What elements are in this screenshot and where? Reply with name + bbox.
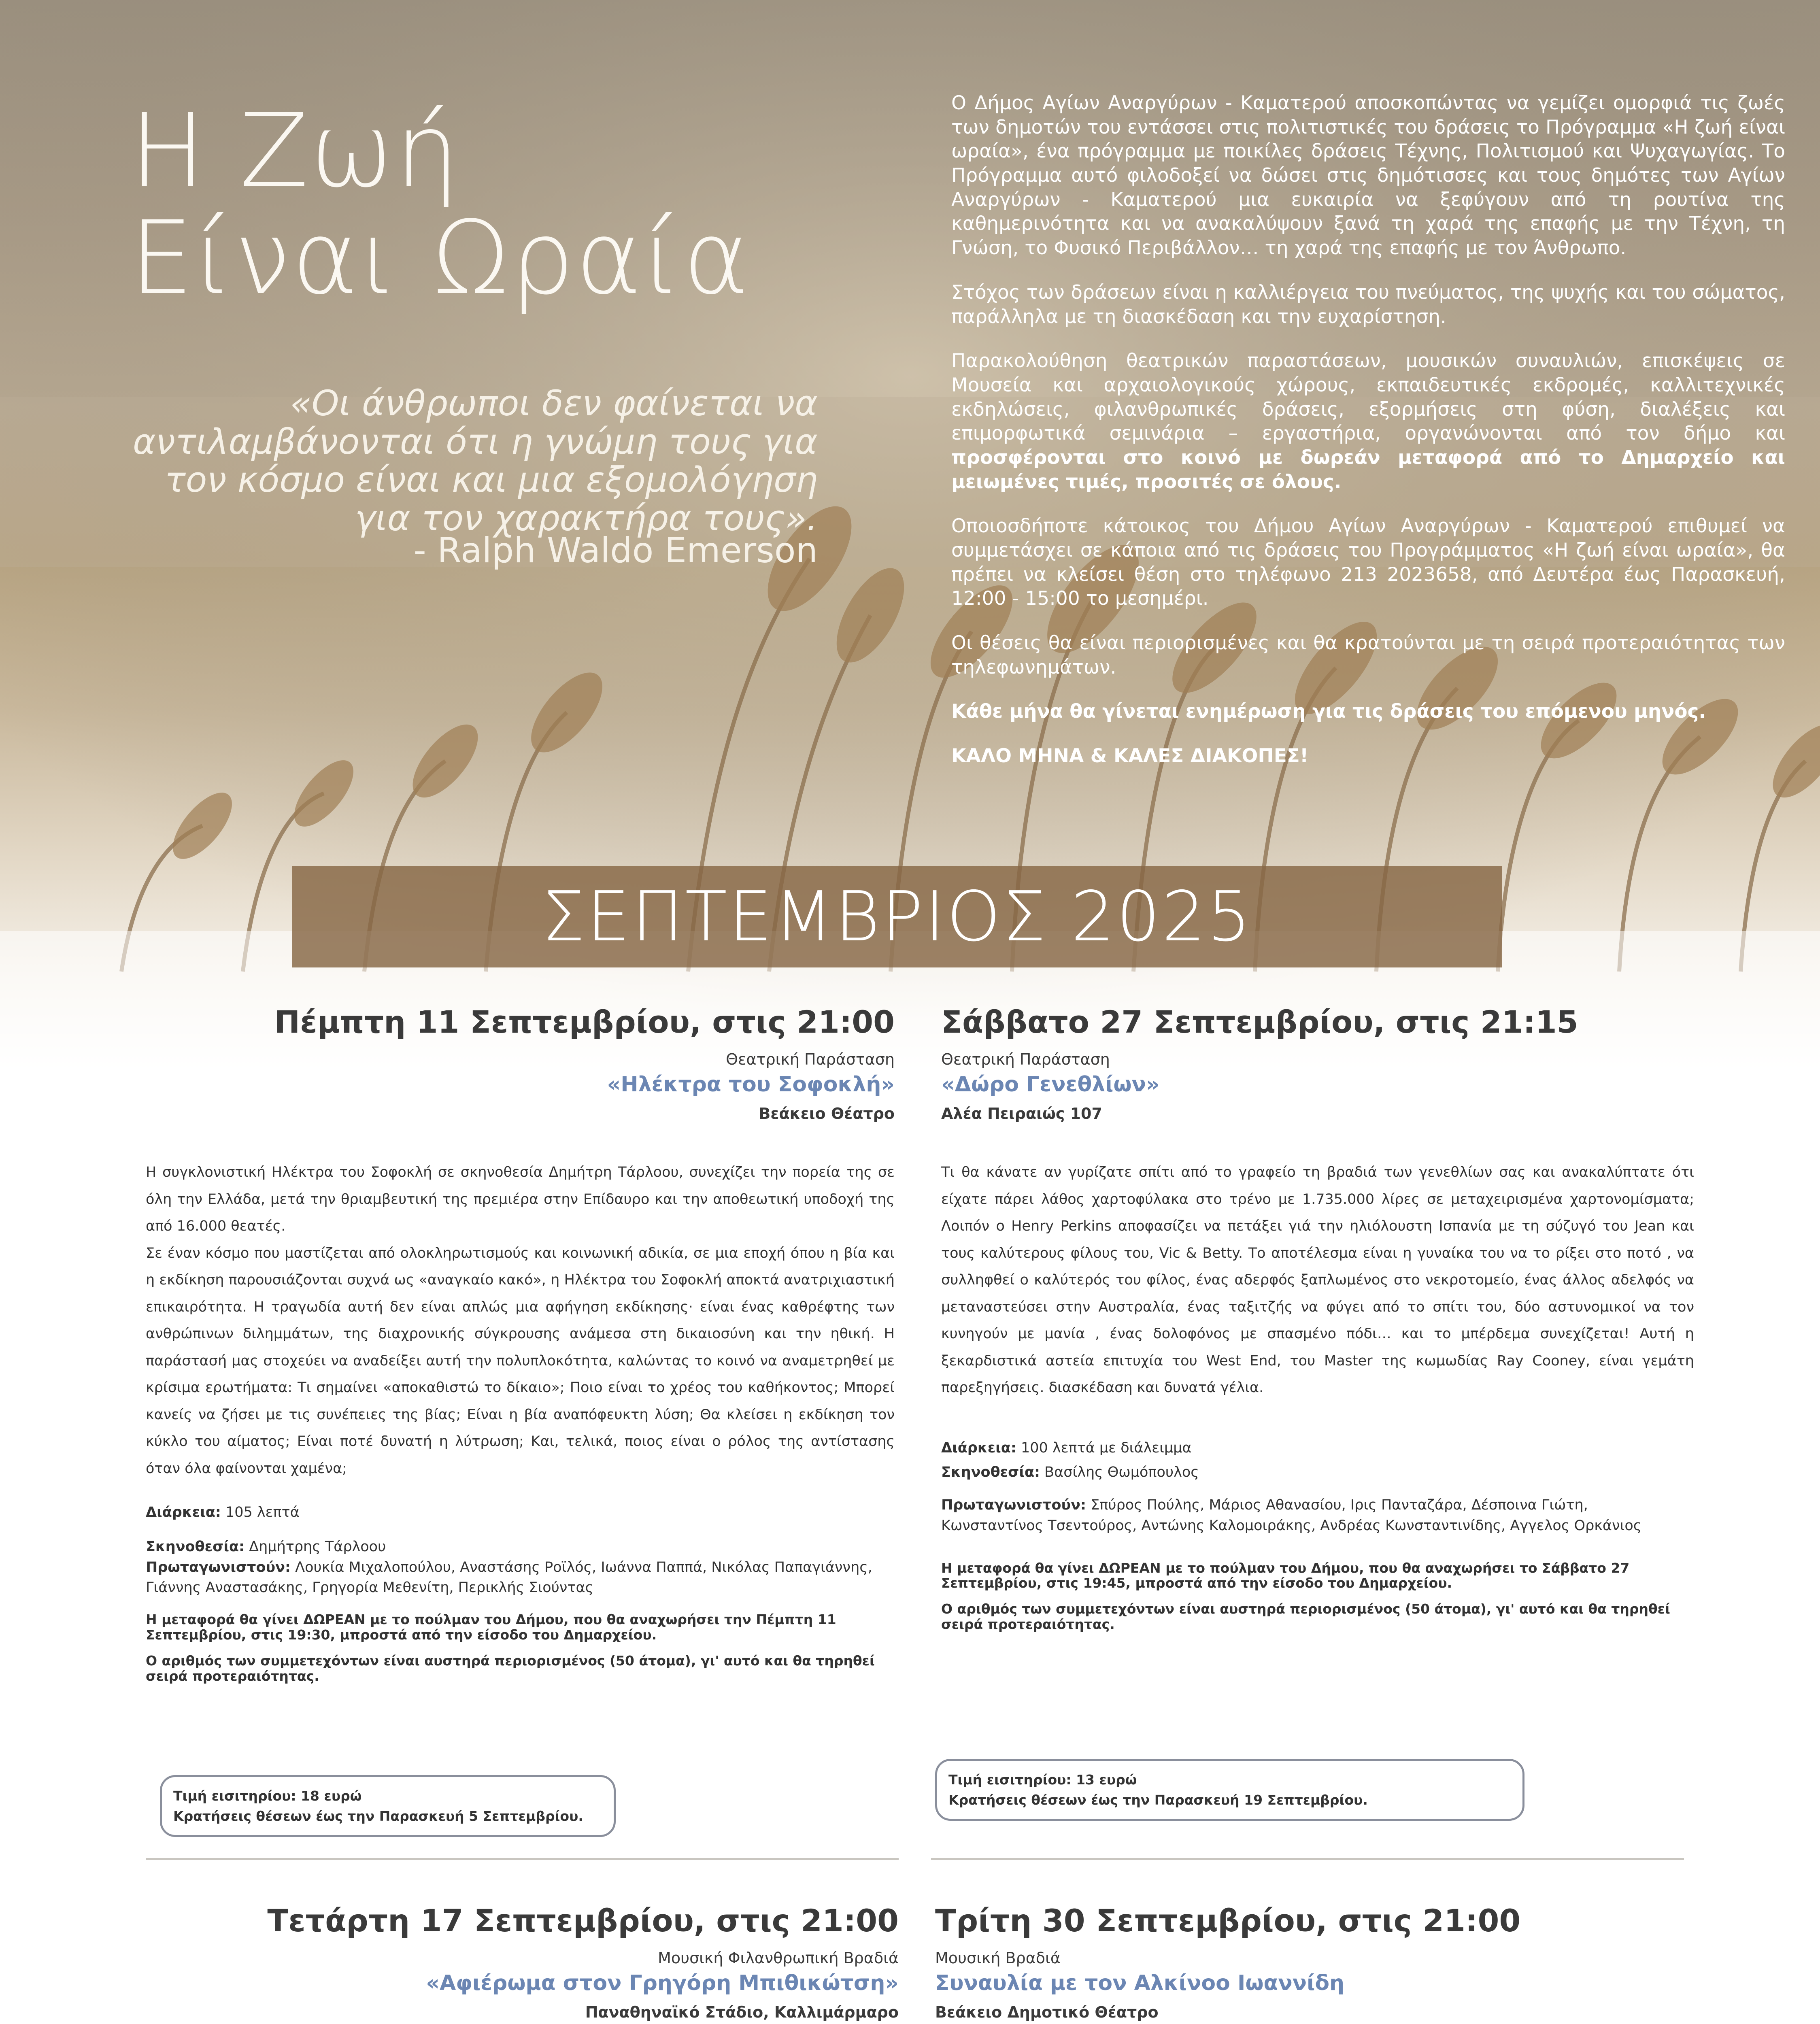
month-title: ΣΕΠΤΕΜΒΡΙΟΣ 2025 [292, 866, 1502, 967]
program-title-line2: Είναι Ωραία [130, 199, 751, 317]
event-date-title: Τετάρτη 17 Σεπτεμβρίου, στις 21:00 [267, 1903, 899, 1939]
intro-paragraph: Στόχος των δράσεων είναι η καλλιέργεια του πνεύματος, της ψυχής και του σώματος, παράλληλα με τη διασκέδαση και την ευχαρίστηση. [951, 281, 1785, 328]
event-date-title: Τρίτη 30 Σεπτεμβρίου, στις 21:00 [935, 1903, 1521, 1939]
intro-free-transport: προσφέρονται στο κοινό με δωρεάν μεταφορά από το Δημαρχείο και μειωμένες τιμές, προσιτές σε όλους. [951, 446, 1785, 493]
event-date-title: Σάββατο 27 Σεπτεμβρίου, στις 21:15 [941, 1004, 1578, 1040]
event-name: «Δώρο Γενεθλίων» [941, 1072, 1160, 1097]
ticket-box-electra [160, 1775, 616, 1837]
duration-value: 105 λεπτά [221, 1504, 300, 1520]
event-details [941, 1438, 1694, 1536]
program-title-line1: Η Ζωή [130, 92, 460, 210]
hero-quote-author: - Ralph Waldo Emerson [413, 530, 818, 571]
director-label: Σκηνοθεσία: [146, 1538, 245, 1555]
event-type: Θεατρική Παράσταση [941, 1050, 1110, 1068]
event-card-alkinoos [935, 1903, 1688, 2024]
event-details [146, 1502, 895, 1598]
event-name: «Αφιέρωμα στον Γρηγόρη Μπιθικώτση» [426, 1971, 899, 1995]
event-card-birthday-gift [941, 1004, 1694, 1632]
event-type: Μουσική Βραδιά [935, 1949, 1061, 1967]
event-venue: Βεάκειο Δημοτικό Θέατρο [935, 2003, 1159, 2021]
duration-value: 100 λεπτά με διάλειμμα [1016, 1439, 1192, 1456]
hero-quote: «Οι άνθρωποι δεν φαίνεται να αντιλαμβάνονται ότι η γνώμη τους για τον κόσμο είναι και μια εξομολόγηση για τον χαρακτήρα τους». [133, 383, 818, 539]
event-transport: Η μεταφορά θα γίνει ΔΩΡΕΑΝ με το πούλμαν του Δήμου, που θα αναχωρήσει την Πέμπτη 11 Σεπτεμβρίου, στις 19:30, μπροστά από την είσοδο του Δημαρχείου. [146, 1612, 836, 1643]
event-limit: Ο αριθμός των συμμετεχόντων είναι αυστηρά περιορισμένος (50 άτομα), γι' αυτό και θα τηρηθεί σειρά προτεραιότητας. [941, 1601, 1670, 1633]
cast-value: Λουκία Μιχαλοπούλου, Αναστάσης Ροϊλός, Ιωάννα Παππά, Νικόλας Παπαγιάννης, Γιάννης Αναστασάκης, Γρηγορία Μεθενίτη, Περικλής Σιούντας [146, 1559, 872, 1596]
director-value: Δημήτρης Τάρλοου [245, 1538, 386, 1555]
intro-paragraph [951, 349, 1785, 494]
event-type: Μουσική Φιλανθρωπική Βραδιά [658, 1949, 899, 1967]
intro-text [951, 91, 1785, 789]
cast-label: Πρωταγωνιστούν: [146, 1559, 291, 1575]
ticket-price: Τιμή εισιτηρίου: 18 ευρώ [173, 1788, 362, 1804]
event-venue: Αλέα Πειραιώς 107 [941, 1105, 1102, 1123]
event-limit: Ο αριθμός των συμμετεχόντων είναι αυστηρά περιορισμένος (50 άτομα), γι' αυτό και θα τηρηθεί σειρά προτεραιότητας. [146, 1652, 875, 1684]
intro-greeting: ΚΑΛΟ ΜΗΝΑ & ΚΑΛΕΣ ΔΙΑΚΟΠΕΣ! [951, 745, 1309, 768]
event-description [941, 1159, 1694, 1401]
ticket-price: Τιμή εισιτηρίου: 13 ευρώ [948, 1772, 1137, 1788]
section-divider [931, 1858, 1684, 1860]
intro-paragraph: Οι θέσεις θα είναι περιορισμένες και θα κρατούνται με τη σειρά προτεραιότητας των τηλεφωνημάτων. [951, 632, 1785, 678]
event-paragraph: Τι θα κάνατε αν γυρίζατε σπίτι από το γραφείο τη βραδιά των γενεθλίων σας και ανακαλύπτατε ότι είχατε πάρει λάθος χαρτοφύλακα στο τρένο με 1.735.000 λίρες σε μεταχειρισμένα χαρτονομίσματα; Λοιπόν ο Henry Perkins αποφασίζει να πετάξει γιά την ηλιόλουστη Ισπανία με τη σύζυγό του Jean και τους καλύτερους φίλους του, Vic & Betty. Το αποτέλεσμα είναι η γυναίκα του να το ρίξει στο ποτό , να συλληφθεί ο καλύτερός του φίλος, ένας αδερφός ξαπλωμένος στο νεκροτομείο, ένας άλλος αδελφός να μεταναστεύσει στην Αυστραλία, ένας ταξιτζής να φύγει από το σπίτι του, δύο αστυνομικοί να τον κυνηγούν με μανία , ένας δολοφόνος με σπασμένο πόδι… και το μπέρδεμα συνεχίζεται! Αυτή η ξεκαρδιστικά αστεία επιτυχία του West End, του Master της κωμωδίας Ray Cooney, είναι γεμάτη παρεξηγήσεις. διασκέδαση και δυνατά γέλια. [941, 1164, 1694, 1396]
director-label: Σκηνοθεσία: [941, 1464, 1040, 1481]
cast-value: Σπύρος Πούλης, Μάριος Αθανασίου, Ιρις Πανταζάρα, Δέσποινα Γιώτη, Κωνσταντίνος Τσεντούρος, Αντώνης Καλομοιράκης, Ανδρέας Κωνσταντινίδης, Αγγελος Ορκάνιος [941, 1497, 1642, 1534]
intro-paragraph: Ο Δήμος Αγίων Αναργύρων - Καματερού αποσκοπώντας να γεμίζει ομορφιά τις ζωές των δημοτών του εντάσσει στις πολιτιστικές του δράσεις το Πρόγραμμα «Η ζωή είναι ωραία», ένα πρόγραμμα με ποικίλες δράσεις Τέχνης, Πολιτισμού και Ψυχαγωγίας. Το Πρόγραμμα αυτό φιλοδοξεί να δώσει στις δημότισσες και τους δημότες των Αγίων Αναργύρων - Καματερού μια ευκαιρία να ξεφύγουν από τη ρουτίνα της καθημερινότητα και να ανακαλύψουν ξανά τη χαρά της επαφής με την Τέχνη, τη Γνώση, το Φυσικό Περιβάλλον… τη χαρά της επαφής με τον Άνθρωπο. [951, 92, 1785, 259]
event-card-electra [146, 1004, 895, 1684]
duration-label: Διάρκεια: [146, 1504, 221, 1520]
event-name: Συναυλία με τον Αλκίνοο Ιωαννίδη [935, 1971, 1345, 1995]
intro-monthly-update: Κάθε μήνα θα γίνεται ενημέρωση για τις δράσεις του επόμενου μηνός. [951, 700, 1706, 723]
duration-label: Διάρκεια: [941, 1439, 1016, 1456]
ticket-booking-deadline: Κρατήσεις θέσεων έως την Παρασκευή 5 Σεπτεμβρίου. [173, 1808, 583, 1824]
intro-paragraph: Οποιοσδήποτε κάτοικος του Δήμου Αγίων Αναργύρων - Καματερού επιθυμεί να συμμετάσχει σε κάποια από τις δράσεις του Προγράμματος «Η ζωή είναι ωραία», θα πρέπει να κλείσει θέση στο τηλέφωνο 213 2023658, από Δευτέρα έως Παρασκευή, 12:00 - 15:00 το μεσημέρι. [951, 515, 1785, 610]
program-title [130, 92, 751, 317]
ticket-booking-deadline: Κρατήσεις θέσεων έως την Παρασκευή 19 Σεπτεμβρίου. [948, 1792, 1368, 1808]
event-paragraph: Σε έναν κόσμο που μαστίζεται από ολοκληρωτισμούς και κοινωνική αδικία, σε μια εποχή όπου η βία και η εκδίκηση παρουσιάζονται συχνά ως «αναγκαίο κακό», η Ηλέκτρα του Σοφοκλή αποκτά ανατριχιαστική επικαιρότητα. Η τραγωδία αυτή δεν είναι απλώς μια αφήγηση εκδίκησης· είναι ένας καθρέφτης των ανθρώπινων διλημμάτων, της διαχρονικής σύγκρουσης ανάμεσα στη δικαιοσύνη και την ηθική. Η παράστασή μας στοχεύει να αναδείξει αυτή την πολυπλοκότητα, καλώντας το κοινό να αναμετρηθεί με κρίσιμα ερωτήματα: Τι σημαίνει «αποκαθιστώ το δίκαιο»; Ποιο είναι το χρέος του καθήκοντος; Μπορεί κανείς να ζήσει με τις συνέπειες της βίας; Είναι η βία αναπόφευκτη λύση; Θα κλείσει η εκδίκηση τον κύκλο του αίματος; Είναι ποτέ δυνατή η λύτρωση; Και, τελικά, ποιος είναι ο ρόλος της αντίστασης όταν όλα φαίνονται χαμένα; [146, 1245, 895, 1477]
event-description [146, 1159, 895, 1482]
event-transport: Η μεταφορά θα γίνει ΔΩΡΕΑΝ με το πούλμαν του Δήμου, που θα αναχωρήσει το Σάββατο 27 Σεπτεμβρίου, στις 19:45, μπροστά από την είσοδο του Δημαρχείου. [941, 1560, 1630, 1591]
event-paragraph: Η συγκλονιστική Ηλέκτρα του Σοφοκλή σε σκηνοθεσία Δημήτρη Τάρλοου, συνεχίζει την πορεία της σε όλη την Ελλάδα, μετά την θριαμβευτική της πρεμιέρα στην Επίδαυρο και την αποθεωτική υποδοχή της από 16.000 θεατές. [146, 1164, 895, 1234]
intro-activities: Παρακολούθηση θεατρικών παραστάσεων, μουσικών συναυλιών, επισκέψεις σε Μουσεία και αρχαιολογικούς χώρους, εκπαιδευτικές εκδρομές, καλλιτεχνικές εκδηλώσεις, φιλανθρωπικές δράσεις, εξορμήσεις στη φύση, διαλέξεις και επιμορφωτικά σεμινάρια – εργαστήρια, οργανώνονται από τον δήμο και [951, 350, 1785, 445]
cast-label: Πρωταγωνιστούν: [941, 1497, 1086, 1513]
event-venue: Βεάκειο Θέατρο [759, 1105, 895, 1123]
ticket-box-birthday-gift [935, 1759, 1524, 1821]
event-name: «Ηλέκτρα του Σοφοκλή» [607, 1072, 895, 1097]
event-venue: Παναθηναϊκό Στάδιο, Καλλιμάρμαρο [585, 2003, 899, 2021]
event-date-title: Πέμπτη 11 Σεπτεμβρίου, στις 21:00 [274, 1004, 895, 1040]
section-divider [146, 1858, 899, 1860]
intro-paragraph [951, 699, 1785, 724]
event-type: Θεατρική Παράσταση [726, 1050, 895, 1068]
event-card-bithikotsis [146, 1903, 899, 2024]
intro-paragraph [951, 744, 1785, 768]
director-value: Βασίλης Θωμόπουλος [1040, 1464, 1199, 1481]
